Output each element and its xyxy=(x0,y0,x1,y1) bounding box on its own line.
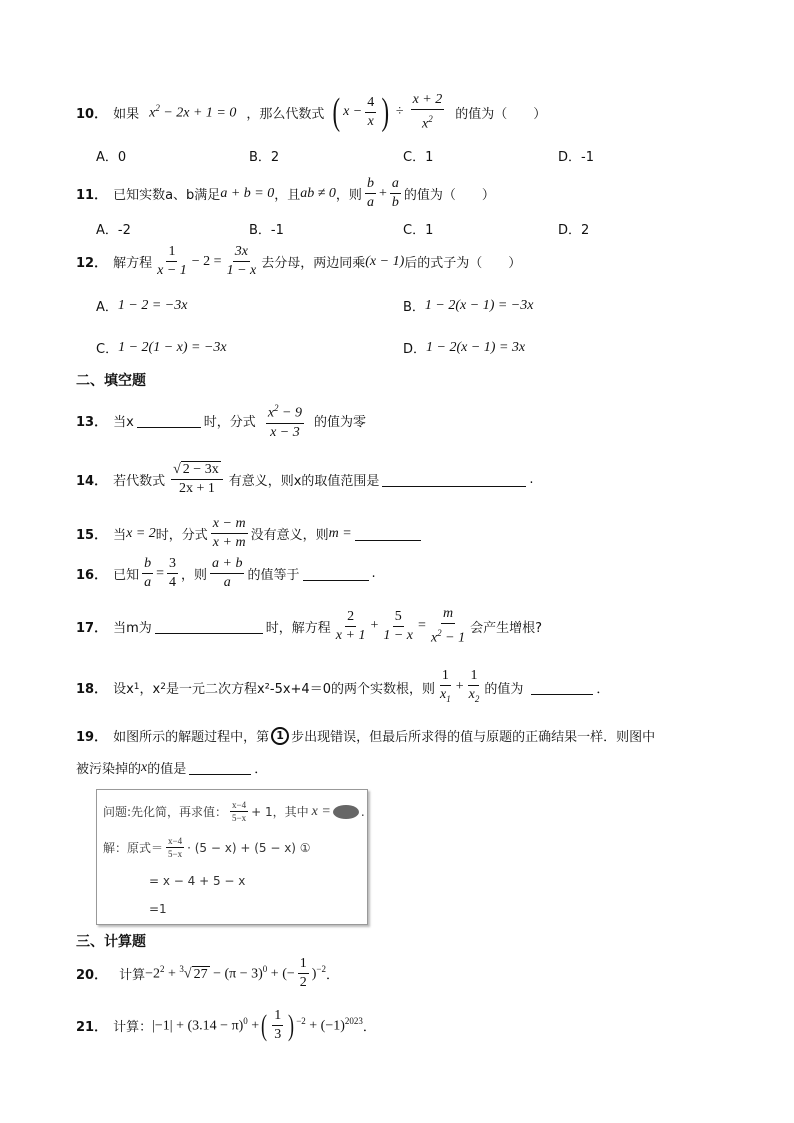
question-text: 会产生增根? xyxy=(470,620,543,636)
box-text: 解：原式＝ xyxy=(103,841,164,855)
question-text: ． xyxy=(326,968,340,983)
answer-blank[interactable] xyxy=(137,413,201,428)
fraction: $\frac{4}{x}$ xyxy=(367,94,375,129)
question-number: 19． xyxy=(76,730,108,745)
fraction: $\frac{x-4}{5-x}$ xyxy=(168,836,183,859)
equation: $x^2 - 2x + 1 = 0$ xyxy=(149,103,237,121)
expr: m = xyxy=(328,525,352,541)
question-number: 15． xyxy=(76,528,108,543)
question-17 xyxy=(76,606,542,647)
fraction: $\frac{3x}{1 - x}$ xyxy=(226,244,257,278)
option-a[interactable]: A．-2 xyxy=(96,223,131,238)
question-text: . xyxy=(371,566,376,581)
option-d[interactable] xyxy=(403,338,525,357)
question-number: 11． xyxy=(76,188,108,203)
option-c[interactable] xyxy=(96,338,227,357)
expr: $-2^2 + ^3√$ $27 - (\pi - 3)^0$ + (− xyxy=(145,964,295,982)
question-text: ． xyxy=(254,762,268,777)
box-text: + 1，其中 xyxy=(251,805,309,819)
section-heading: 二、填空题 xyxy=(76,373,146,389)
question-number: 18． xyxy=(76,681,108,697)
option-label: B． xyxy=(403,300,425,315)
question-number: 10． xyxy=(76,106,108,122)
fraction: $\frac{√ 2 - 3x}{2x + 1}$ xyxy=(171,462,223,497)
question-text: ． xyxy=(362,1020,376,1035)
question-text: ． xyxy=(596,681,610,697)
paren: ( xyxy=(332,91,341,134)
solution-line-1 xyxy=(103,836,311,859)
fraction: $\frac{3}{4}$ xyxy=(169,556,177,590)
question-text: ，则 xyxy=(181,568,208,583)
question-19 xyxy=(76,726,655,745)
question-text: . xyxy=(529,472,534,487)
paren: ) xyxy=(288,1008,295,1042)
question-14 xyxy=(76,462,534,497)
expr: )$^{-2}$ xyxy=(311,964,326,982)
question-text: 的值为（ ） xyxy=(403,188,495,203)
question-21 xyxy=(76,1008,376,1043)
question-16 xyxy=(76,556,376,591)
solution-line-2: = x − 4 + 5 − x xyxy=(149,874,246,888)
option-c[interactable]: C．1 xyxy=(403,150,434,165)
question-text: 是一元二次方程x²-5x+4＝0的两个实数根，则 xyxy=(165,681,435,697)
question-text: 步出现错误，但最后所求得的值与原题的正确结果一样．则图中 xyxy=(291,730,656,745)
question-text: 后的式子为（ ） xyxy=(404,256,522,271)
fraction: $\frac{1}{x_1}$ xyxy=(439,668,451,704)
fraction: $\frac{m}{x^2 - 1}$ xyxy=(430,606,466,646)
option-expr: 1 − 2 = −3x xyxy=(117,297,188,313)
question-text: 当x xyxy=(113,414,134,430)
fraction: $\frac{a + b}{a}$ xyxy=(212,556,243,590)
fraction: $\frac{5}{1 - x}$ xyxy=(383,608,414,643)
question-19-line-2 xyxy=(76,758,267,777)
question-text: ，则 xyxy=(335,188,362,203)
plus-sign: + xyxy=(378,185,387,201)
fraction: $\frac{a}{b}$ xyxy=(391,176,399,210)
question-text: 当 xyxy=(113,528,127,543)
fraction: $\frac{2}{x + 1}$ xyxy=(335,608,366,643)
question-12 xyxy=(76,244,521,279)
paren: ( xyxy=(261,1008,268,1042)
box-text: 问题:先化简，再求值： xyxy=(103,805,228,819)
option-label: C． xyxy=(96,342,119,357)
question-text: 时，分式 xyxy=(203,414,256,430)
fraction: $\frac{x-4}{5-x}$ xyxy=(232,800,247,823)
option-a[interactable]: A．0 xyxy=(96,150,127,165)
variable: x xyxy=(141,759,148,775)
fraction: $\frac{1}{3}$ xyxy=(274,1008,282,1042)
question-number: 12． xyxy=(76,256,108,271)
fraction: $\frac{1}{x - 1}$ xyxy=(157,244,187,278)
fraction: $\frac{x - m}{x + m}$ xyxy=(212,516,246,550)
question-text: 若代数式 xyxy=(113,474,166,489)
question-text: ，x xyxy=(139,681,161,697)
question-text: 当m为 xyxy=(113,620,152,636)
equation: − 2 = xyxy=(191,253,222,269)
fraction: $\frac{1}{2}$ xyxy=(299,956,307,990)
question-15 xyxy=(76,516,424,551)
option-b[interactable]: B．-1 xyxy=(249,223,284,238)
plus-sign: + xyxy=(370,618,379,634)
question-text: 去分母，两边同乘 xyxy=(261,256,366,271)
question-text: 时，解方程 xyxy=(265,620,331,636)
question-text: 有意义，则x的取值范围是 xyxy=(228,474,380,489)
answer-blank[interactable] xyxy=(355,526,421,541)
option-a[interactable] xyxy=(96,296,187,315)
question-18: 18． 设x 1 ，x 2 是一元二次方程x²-5x+4＝0的两个实数根，则 $\frac{1}{x_1}$ + $\frac{1}{x_2}$ 的值为 ． xyxy=(76,668,609,707)
box-text: · (5 − x) + (5 − x) ① xyxy=(187,840,311,855)
question-text: 如果 xyxy=(113,106,140,122)
answer-blank[interactable] xyxy=(155,619,263,634)
option-c[interactable]: C．1 xyxy=(403,223,434,238)
question-20 xyxy=(76,956,339,991)
fraction: $\frac{b}{a}$ xyxy=(144,556,152,590)
question-text: ，那么代数式 xyxy=(246,106,325,122)
divide-sign: ÷ xyxy=(395,104,404,120)
question-text: 解方程 xyxy=(113,256,153,271)
question-number: 13． xyxy=(76,414,108,430)
question-11 xyxy=(76,176,495,211)
expr: $^{-2} + (-1)^{2023}$ xyxy=(296,1016,363,1034)
option-label: D． xyxy=(403,342,427,357)
question-text: 计算 xyxy=(119,968,146,983)
answer-blank[interactable] xyxy=(531,680,593,695)
question-text: 设x xyxy=(113,681,134,697)
question-13 xyxy=(76,400,366,441)
fraction: $\frac{1}{x_2}$ xyxy=(468,668,480,704)
question-text: ，且 xyxy=(274,188,301,203)
question-text: 时，分式 xyxy=(155,528,208,543)
question-number: 21． xyxy=(76,1020,108,1035)
paren: ) xyxy=(381,91,390,134)
option-expr: 1 − 2(x − 1) = 3x xyxy=(426,339,526,355)
variable: x = xyxy=(311,803,331,819)
question-number: 16． xyxy=(76,568,108,583)
option-label: A． xyxy=(96,300,118,315)
option-d[interactable]: D．-1 xyxy=(558,150,594,165)
section-heading: 三、计算题 xyxy=(76,934,146,950)
question-number: 17． xyxy=(76,620,108,636)
option-d[interactable]: D．2 xyxy=(558,223,590,238)
answer-blank[interactable] xyxy=(189,760,251,775)
option-b[interactable]: B．2 xyxy=(249,150,280,165)
equation: ab ≠ 0 xyxy=(300,185,336,201)
question-text: 如图所示的解题过程中，第 xyxy=(113,730,270,745)
question-number: 14． xyxy=(76,474,108,489)
question-text: 的值为 xyxy=(484,681,524,697)
equals-sign: = xyxy=(418,618,426,634)
expr: (x − 1) xyxy=(365,253,405,269)
option-expr: 1 − 2(x − 1) = −3x xyxy=(424,297,534,313)
question-text: 的值是 xyxy=(147,762,187,777)
question-text: 计算： xyxy=(113,1020,153,1035)
question-text: 的值为零 xyxy=(313,414,366,430)
equation: a + b = 0 xyxy=(220,185,275,201)
expr: x = 2 xyxy=(126,525,156,541)
ink-stain-icon xyxy=(333,805,359,819)
equals-sign: = xyxy=(156,565,165,581)
fraction: $\frac{x^2 - 9}{x - 3}$ xyxy=(266,400,304,441)
fraction: $\frac{b}{a}$ xyxy=(366,176,374,210)
expr: x − xyxy=(343,104,363,120)
question-text: 已知 xyxy=(113,568,140,583)
question-number: 20． xyxy=(76,968,108,983)
solution-image xyxy=(96,789,368,925)
question-text: 已知实数a、b满足 xyxy=(113,188,221,203)
question-10 xyxy=(76,92,546,133)
answer-blank[interactable] xyxy=(303,566,369,581)
plus-sign: + xyxy=(455,679,464,695)
question-text: 的值等于 xyxy=(247,568,300,583)
problem-line: 问题:先化简，再求值： $\frac{x-4}{5-x}$ + 1，其中 x = . xyxy=(103,800,365,823)
solution-line-3: =1 xyxy=(149,902,167,916)
option-b[interactable] xyxy=(403,296,533,315)
option-expr: 1 − 2(1 − x) = −3x xyxy=(118,339,227,355)
question-text: 没有意义，则 xyxy=(250,528,329,543)
fraction: $\frac{x + 2}{x^2}$ xyxy=(412,92,443,132)
question-text: 被污染掉的 xyxy=(76,762,142,777)
answer-blank[interactable] xyxy=(382,472,526,487)
step-marker: 1 xyxy=(271,727,289,745)
expr: $|-1| + (3.14 - \pi)^0$ + xyxy=(152,1016,260,1034)
question-text: 的值为（ ） xyxy=(455,106,547,122)
